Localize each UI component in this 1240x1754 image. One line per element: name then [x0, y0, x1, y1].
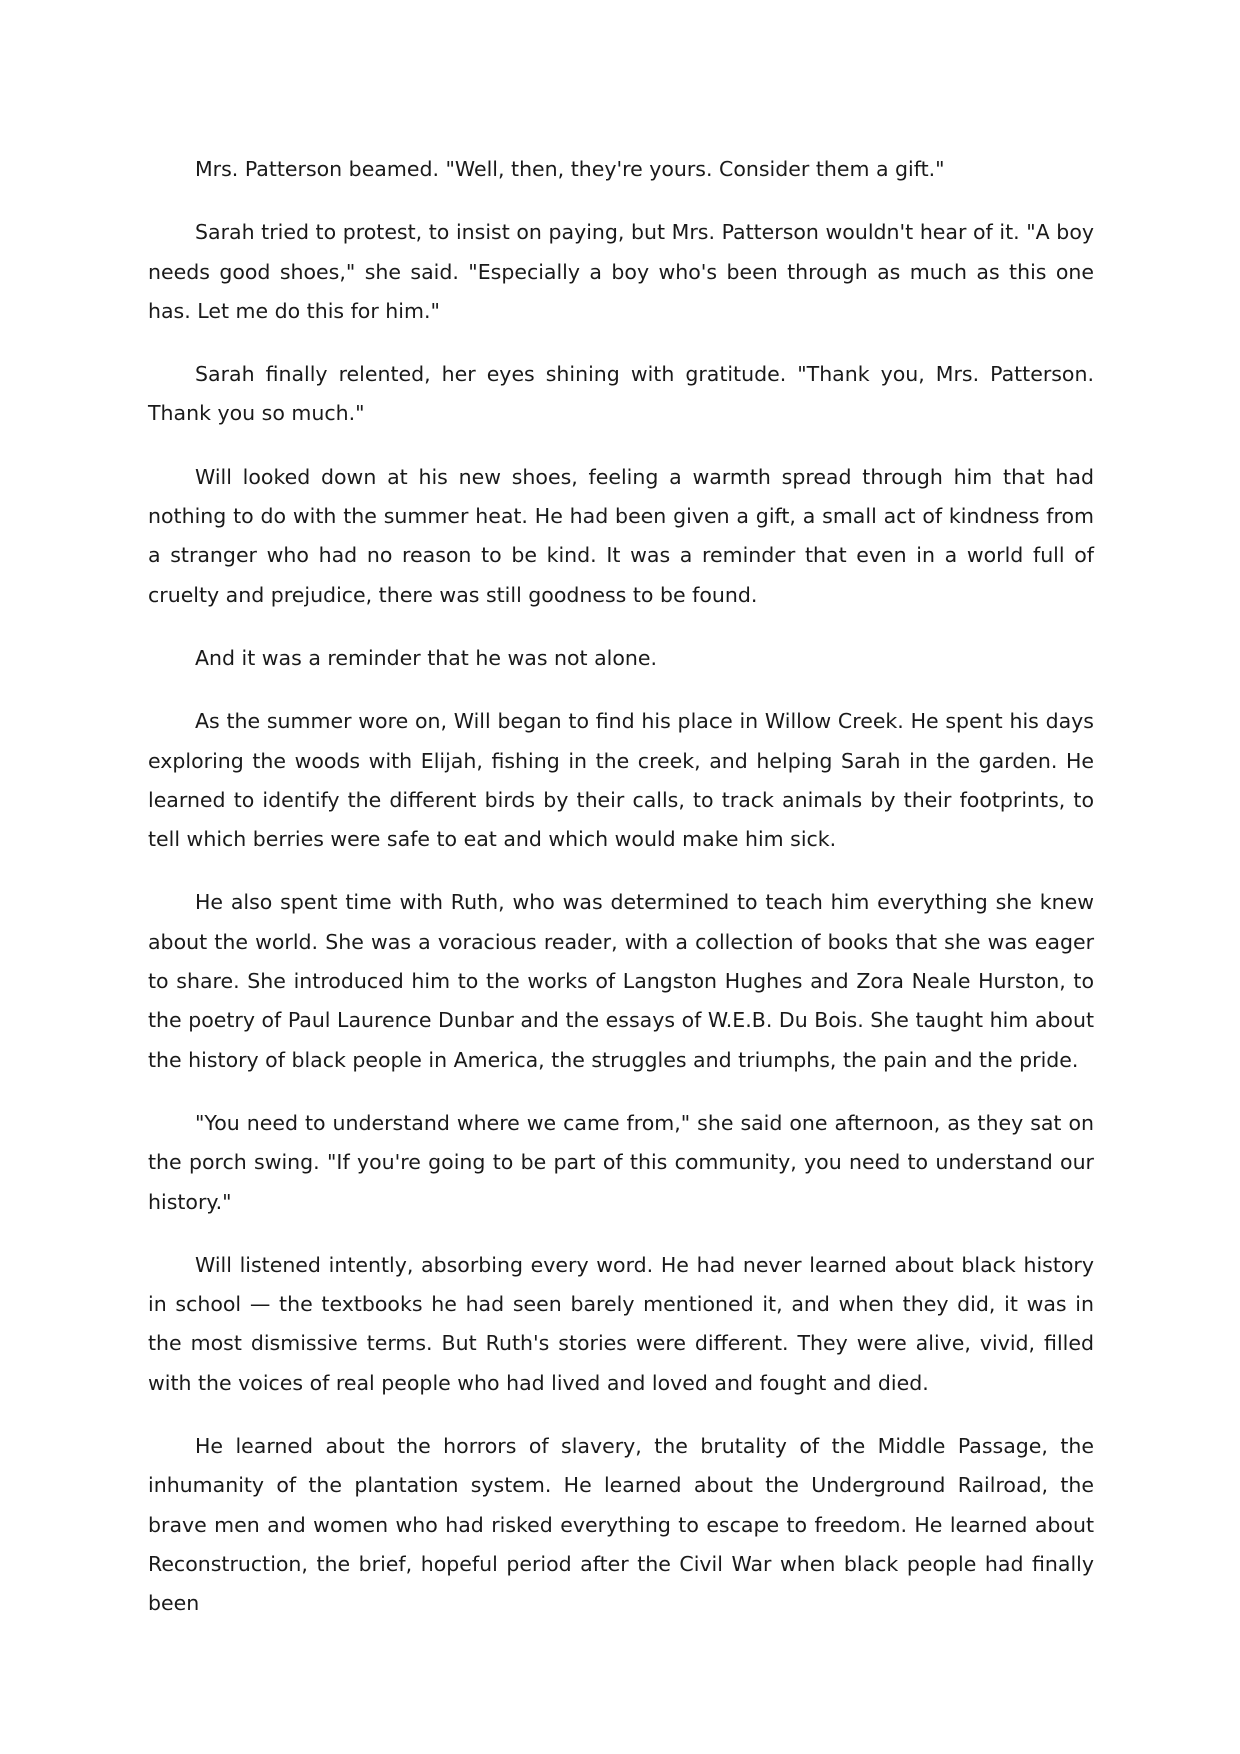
paragraph-9: Will listened intently, absorbing every word. He had never learned about black history in school — the textbooks he had seen barely mentioned it, and when they did, it was in the most dismissive terms. But Ruth's stories were different. They were alive, vivid, filled with the voices of real people who had lived and loved and fought and died. [148, 1252, 1094, 1395]
document-body [148, 150, 1094, 1648]
paragraph-8: "You need to understand where we came from," she said one afternoon, as they sat on the porch swing. "If you're going to be part of this community, you need to understand our history." [148, 1110, 1094, 1214]
paragraph-6: As the summer wore on, Will began to find his place in Willow Creek. He spent his days exploring the woods with Elijah, fishing in the creek, and helping Sarah in the garden. He learned to identify the different birds by their calls, to track animals by their footprints, to tell which berries were safe to eat and which would make him sick. [148, 709, 1094, 852]
paragraph-10: He learned about the horrors of slavery, the brutality of the Middle Passage, the inhumanity of the plantation system. He learned about the Underground Railroad, the brave men and women who had risked everything to escape to freedom. He learned about Reconstruction, the brief, hopeful period after the Civil War when black people had finally been [148, 1434, 1094, 1616]
paragraph-1: Mrs. Patterson beamed. "Well, then, they're yours. Consider them a gift." [195, 157, 945, 181]
paragraph-4: Will looked down at his new shoes, feeling a warmth spread through him that had nothing to do with the summer heat. He had been given a gift, a small act of kindness from a stranger who had no reason to be kind. It was a reminder that even in a world full of cruelty and prejudice, there was still goodness to be found. [148, 464, 1094, 607]
paragraph-5: And it was a reminder that he was not alone. [195, 645, 658, 670]
paragraph-7: He also spent time with Ruth, who was determined to teach him everything she knew about the world. She was a voracious reader, with a collection of books that she was eager to share. She introduced him to the works of Langston Hughes and Zora Neale Hurston, to the poetry of Paul Laurence Dunbar and the essays of W.E.B. Du Bois. She taught him about the history of black people in America, the struggles and triumphs, the pain and the pride. [148, 890, 1094, 1072]
paragraph-3: Sarah finally relented, her eyes shining with gratitude. "Thank you, Mrs. Patterson. Thank you so much." [148, 362, 1094, 426]
paragraph-2: Sarah tried to protest, to insist on paying, but Mrs. Patterson wouldn't hear of it. "A boy needs good shoes," she said. "Especially a boy who's been through as much as this one has. Let me do this for him." [148, 220, 1094, 323]
